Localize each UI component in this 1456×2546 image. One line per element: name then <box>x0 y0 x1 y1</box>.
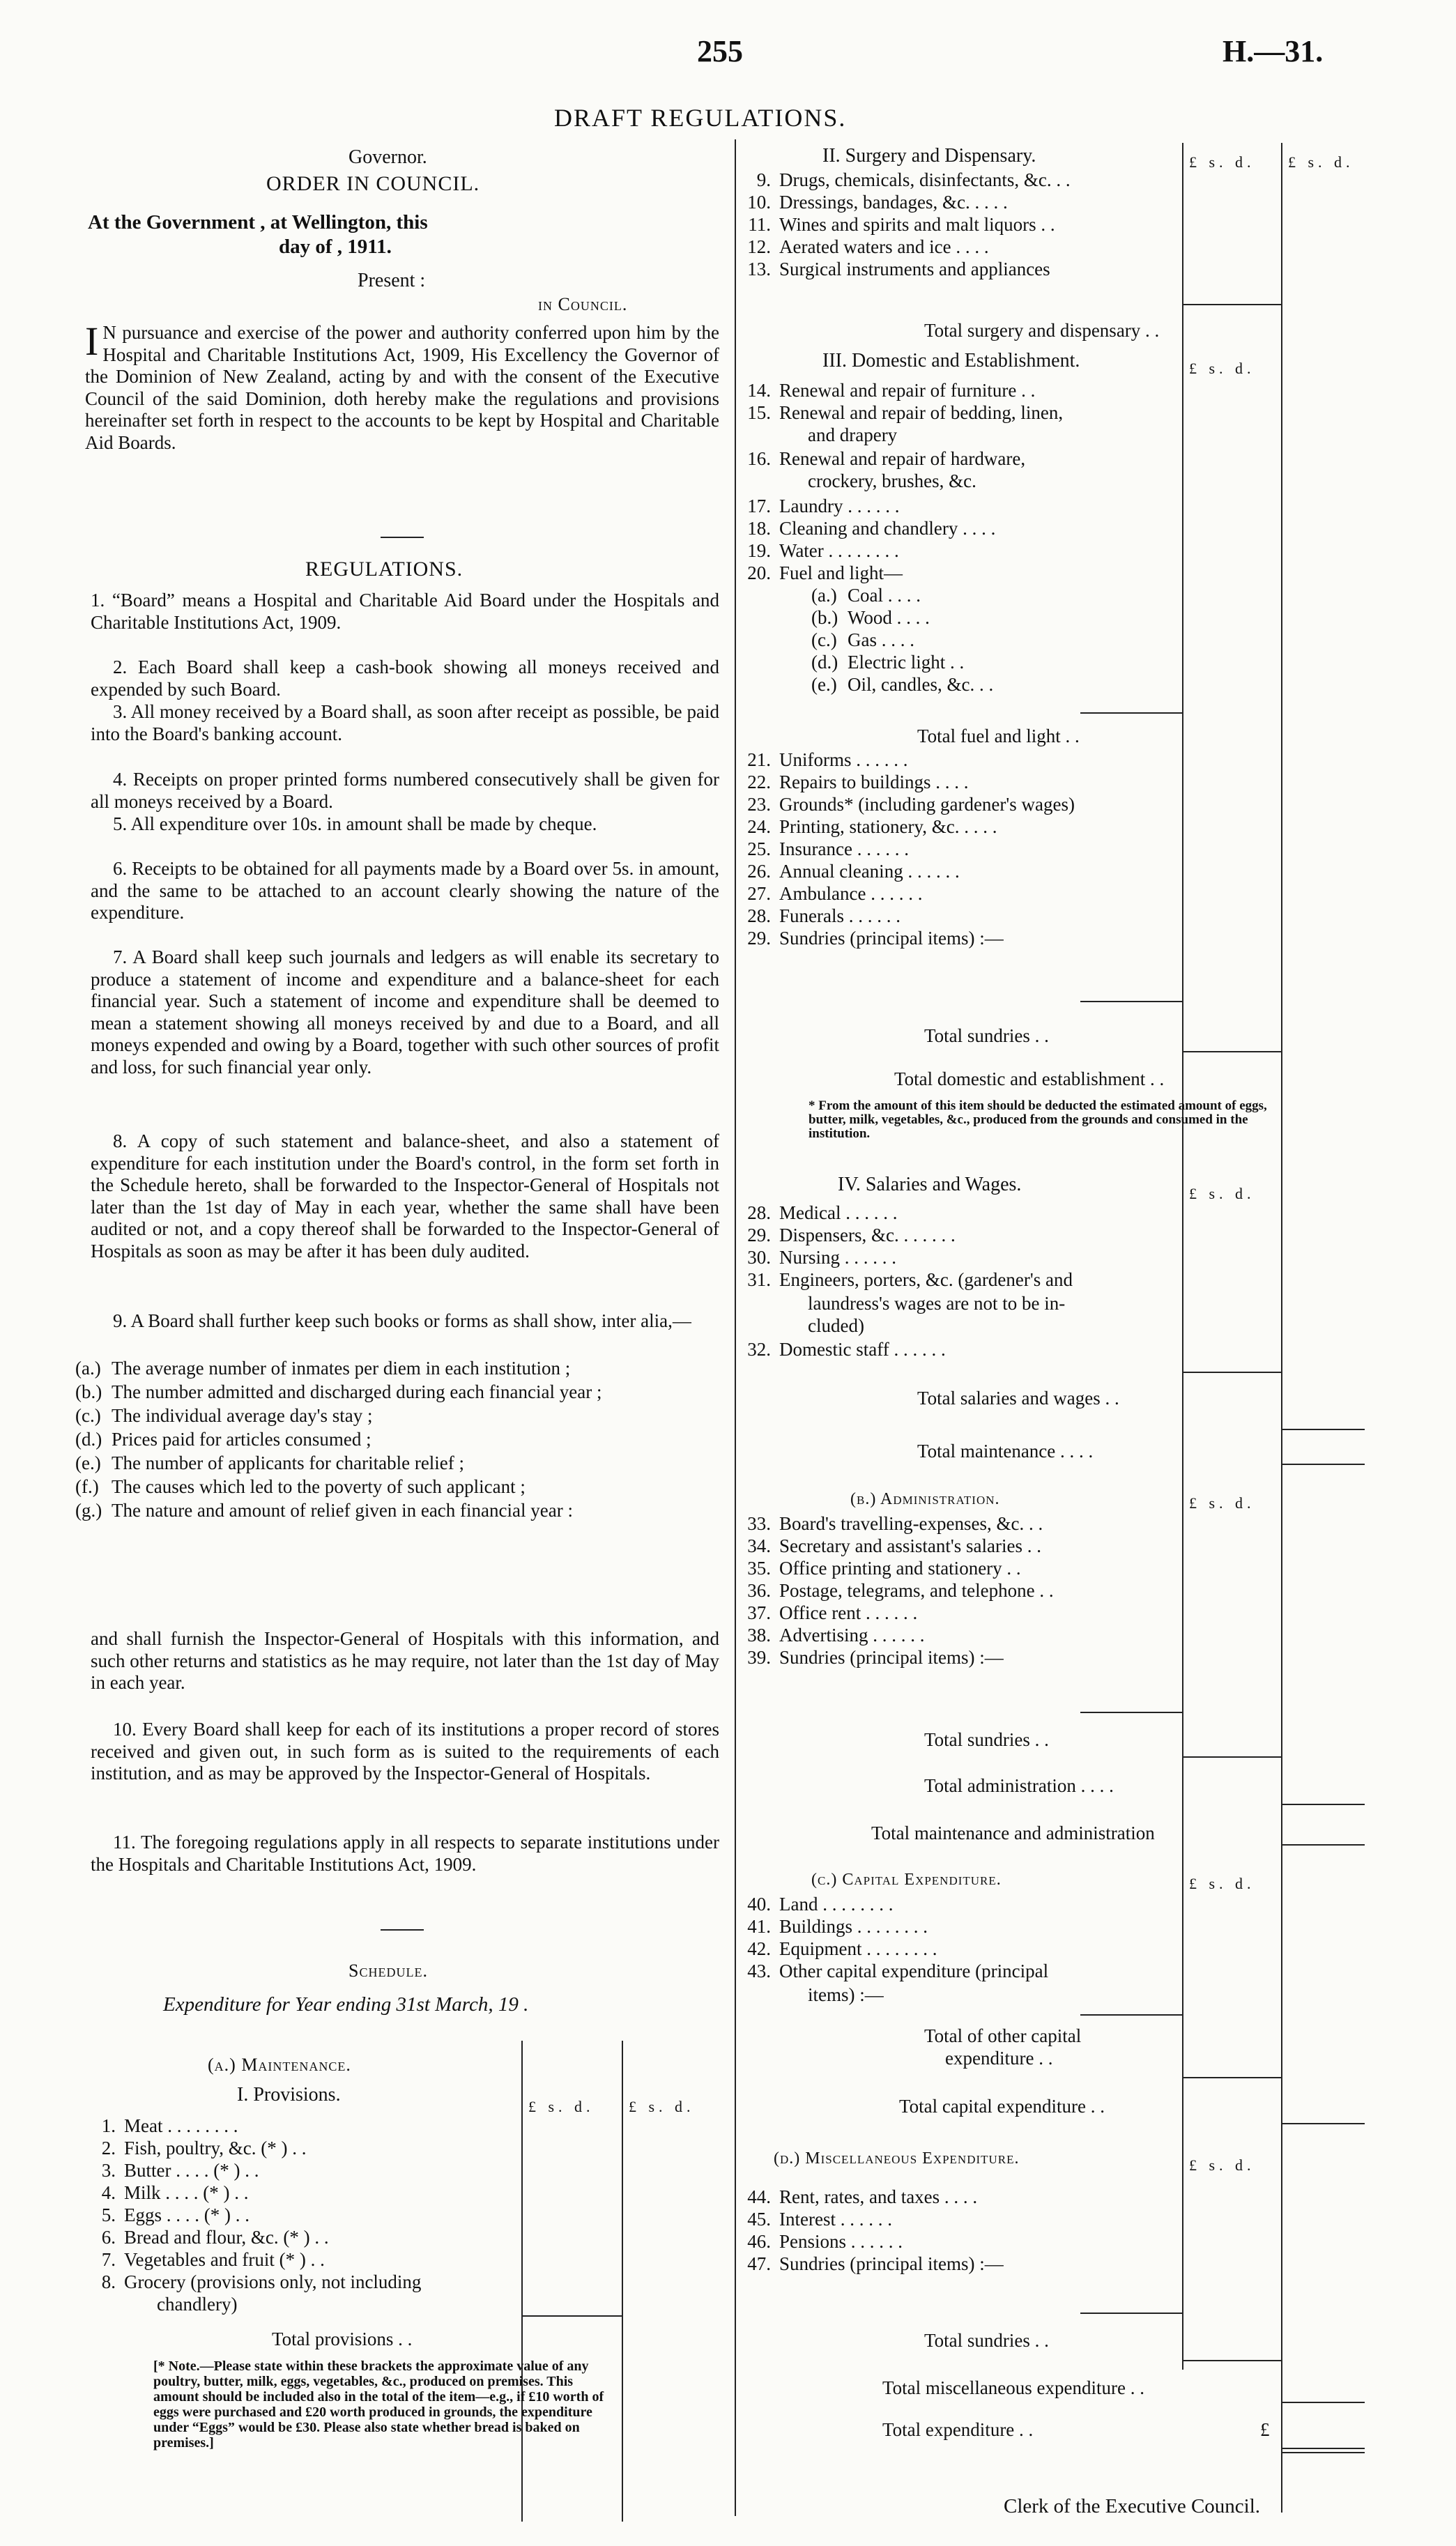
rule <box>1281 2402 1365 2403</box>
total-administration: Total administration . . . . <box>924 1775 1114 1796</box>
provisions-item <box>82 2181 421 2204</box>
salaries-item-31-cont2: cluded) <box>808 1315 864 1336</box>
page-title: DRAFT REGULATIONS. <box>554 104 847 132</box>
rule <box>1281 1429 1365 1430</box>
item-label: Butter . . . . (* ) . . <box>124 2160 259 2181</box>
item-number: 5. <box>101 2204 116 2225</box>
administration-item <box>737 1602 1054 1624</box>
item-number: (b.) <box>811 607 838 628</box>
item-label: Eggs . . . . (* ) . . <box>124 2204 250 2225</box>
regulation-8: 8. A copy of such statement and balance-sheet, and also a statement of expenditure for each institution under the Board's control, in the form set forth in the Schedule hereto, shall be forwarded to the Inspector-General of Hospitals not later than the 1st day of May in each year, whether the same shall have been audited or not, and a copy thereof shall be forwarded to the Inspector-General of Hospitals as soon as may be after it has been duly audited. <box>91 1130 719 1262</box>
regulation-5: 5. All expenditure over 10s. in amount shall be made by cheque. <box>113 813 597 834</box>
item-label: Cleaning and chandlery . . . . <box>779 518 996 539</box>
domestic-item <box>737 860 1075 882</box>
item-label: Sundries (principal items) :— <box>779 2253 1004 2274</box>
surgery-list <box>737 169 1071 280</box>
rule <box>1080 1001 1182 1002</box>
capital-item-43-cont: items) :— <box>808 1984 884 2005</box>
item-number: 28. <box>747 905 771 926</box>
item-number: (a.) <box>811 585 837 606</box>
regulation-9-item <box>75 1358 756 1379</box>
total-other-capital-1: Total of other capital <box>924 2025 1082 2046</box>
total-sundries-admin: Total sundries . . <box>924 1729 1049 1750</box>
item-label: Renewal and repair of bedding, linen, <box>779 402 1064 423</box>
order-present: Present : <box>358 270 426 291</box>
item-label: Wines and spirits and malt liquors . . <box>779 214 1055 235</box>
divider <box>381 1929 424 1931</box>
item-label: The average number of inmates per diem in each institution ; <box>112 1358 571 1379</box>
item-label: Land . . . . . . . . <box>779 1894 894 1915</box>
item-label: Buildings . . . . . . . . <box>779 1916 928 1937</box>
capital-item <box>737 1938 1048 1960</box>
provisions-note: [* Note.—Please state within these brackets the approximate value of any poultry, butter, milk, eggs, vegetables, &c., produced on premises. This amount should be included also in the total of the item—e.g., if £10 worth of eggs were purchased and £20 worth produced in grounds, the expenditure under “Eggs” would be £30. Please also state whether bread is baked on premises.] <box>153 2359 604 2451</box>
regulation-9-item <box>75 1429 756 1450</box>
item-label: Dispensers, &c. . . . . . . <box>779 1225 956 1245</box>
item-label: Rent, rates, and taxes . . . . <box>779 2186 978 2207</box>
item-label: Pensions . . . . . . <box>779 2231 903 2252</box>
item-number: 35. <box>747 1558 771 1579</box>
item-label: Office rent . . . . . . <box>779 1602 918 1623</box>
item-number: (c.) <box>75 1405 101 1426</box>
rule <box>1182 1372 1281 1373</box>
item-number: 36. <box>747 1580 771 1601</box>
administration-item <box>737 1557 1054 1579</box>
item-number: 18. <box>747 518 771 539</box>
item-number: 4. <box>101 2182 116 2203</box>
provisions-item <box>82 2226 421 2248</box>
item-label: Electric light . . <box>848 652 965 673</box>
item-label: Water . . . . . . . . <box>779 540 899 561</box>
item-label: Annual cleaning . . . . . . <box>779 861 960 882</box>
provisions-item <box>82 2115 421 2137</box>
domestic-item-16-cont: crockery, brushes, &c. <box>808 470 976 491</box>
total-maintenance-administration: Total maintenance and administration <box>871 1823 1155 1843</box>
item-number: 30. <box>747 1247 771 1268</box>
item-number: 24. <box>747 816 771 837</box>
domestic-item <box>737 749 1075 771</box>
surgery-item <box>737 191 1071 213</box>
item-number: (b.) <box>75 1381 102 1402</box>
item-label: Funerals . . . . . . <box>779 905 901 926</box>
domestic-item-16 <box>737 447 1025 470</box>
item-label: Grounds* (including gardener's wages) <box>779 794 1075 815</box>
item-label: Renewal and repair of hardware, <box>779 448 1026 469</box>
rule <box>1182 304 1281 305</box>
item-number: 40. <box>747 1894 771 1915</box>
item-number: 1. <box>101 2115 116 2136</box>
surgery-heading: II. Surgery and Dispensary. <box>822 145 1036 167</box>
provisions-item <box>82 2137 421 2159</box>
item-label: Meat . . . . . . . . <box>124 2115 238 2136</box>
salaries-item <box>737 1246 1073 1268</box>
item-label: Oil, candles, &c. . . <box>848 674 994 695</box>
domestic-item-15-cont: and drapery <box>808 424 898 445</box>
regulation-9: 9. A Board shall further keep such books or forms as shall show, inter alia,— <box>113 1310 691 1331</box>
item-label: Other capital expenditure (principal <box>779 1961 1049 1981</box>
item-number: 26. <box>747 861 771 882</box>
item-number: 34. <box>747 1535 771 1556</box>
column-rule <box>1182 2147 1183 2370</box>
rule <box>1182 2077 1281 2078</box>
order-in-council-title: ORDER IN COUNCIL. <box>266 172 480 195</box>
salaries-item <box>737 1202 1073 1224</box>
item-number: 8. <box>101 2271 116 2292</box>
item-label: Interest . . . . . . <box>779 2209 892 2230</box>
capital-item <box>737 1915 1048 1938</box>
item-label: Sundries (principal items) :— <box>779 1647 1004 1668</box>
item-label: Repairs to buildings . . . . <box>779 772 969 792</box>
salaries-item-32 <box>737 1338 946 1360</box>
item-number: 10. <box>747 192 771 213</box>
item-label: Nursing . . . . . . <box>779 1247 896 1268</box>
total-salaries: Total salaries and wages . . <box>917 1388 1119 1409</box>
total-misc: Total miscellaneous expenditure . . <box>882 2377 1144 2398</box>
item-label: Domestic staff . . . . . . <box>779 1339 946 1360</box>
item-number: 6. <box>101 2227 116 2248</box>
regulations-heading: REGULATIONS. <box>305 558 463 581</box>
item-label: Printing, stationery, &c. . . . . <box>779 816 997 837</box>
order-date-line: day of , 1911. <box>279 236 392 258</box>
item-label: Drugs, chemicals, disinfectants, &c. . . <box>779 169 1071 190</box>
domestic-item <box>737 815 1075 838</box>
total-domestic: Total domestic and establishment . . <box>894 1068 1165 1089</box>
item-label: Dressings, bandages, &c. . . . . <box>779 192 1008 213</box>
item-number: 33. <box>747 1513 771 1534</box>
item-number: 31. <box>747 1269 771 1290</box>
domestic-list <box>737 495 995 584</box>
domestic-list <box>737 749 1075 949</box>
item-label: Fuel and light— <box>779 562 903 583</box>
regulation-11: 11. The foregoing regulations apply in all respects to separate institutions under the Hospitals and Charitable Institutions Act, 1909. <box>91 1832 719 1875</box>
rule <box>1182 2360 1281 2361</box>
order-place-line: At the Government , at Wellington, this <box>88 211 428 233</box>
item-number: 12. <box>747 236 771 257</box>
clerk-signature-line: Clerk of the Executive Council. <box>1004 2495 1261 2517</box>
surgery-item <box>737 236 1071 258</box>
pound-sign: £ <box>1260 2419 1270 2440</box>
item-label: Gas . . . . <box>848 629 914 650</box>
item-number: 29. <box>747 928 771 949</box>
domestic-item <box>737 905 1075 927</box>
rule <box>1080 2014 1182 2016</box>
item-number: 7. <box>101 2249 116 2270</box>
misc-heading: (d.) Miscellaneous Expenditure. <box>774 2149 1020 2168</box>
misc-item <box>737 2230 1004 2253</box>
domestic-list <box>737 379 1063 424</box>
salaries-item <box>737 1224 1073 1246</box>
misc-item <box>737 2208 1004 2230</box>
item-label: Medical . . . . . . <box>779 1202 898 1223</box>
item-label: Vegetables and fruit (* ) . . <box>124 2249 325 2270</box>
domestic-item <box>737 517 995 539</box>
item-number: (e.) <box>811 674 837 695</box>
domestic-item <box>737 379 1063 401</box>
item-number: (f.) <box>75 1476 99 1497</box>
administration-item <box>737 1579 1054 1602</box>
item-label: Equipment . . . . . . . . <box>779 1938 937 1959</box>
item-number: 13. <box>747 259 771 279</box>
item-label: The number of applicants for charitable relief ; <box>112 1452 465 1473</box>
item-number: 9. <box>756 169 771 190</box>
domestic-item <box>737 793 1075 815</box>
provisions-item <box>82 2271 421 2293</box>
provisions-item <box>82 2204 421 2226</box>
item-number: (c.) <box>811 629 837 650</box>
item-number: 44. <box>747 2186 771 2207</box>
item-number: 32. <box>747 1339 771 1360</box>
item-number: 23. <box>747 794 771 815</box>
domestic-item <box>737 401 1063 424</box>
rule <box>1281 1464 1365 1465</box>
domestic-item <box>737 838 1075 860</box>
column-rule <box>1182 143 1183 2206</box>
rule <box>1182 1756 1281 1758</box>
item-number: 19. <box>747 540 771 561</box>
item-number: 47. <box>747 2253 771 2274</box>
item-number: 38. <box>747 1625 771 1646</box>
item-label: Coal . . . . <box>848 585 921 606</box>
item-label: Sundries (principal items) :— <box>779 928 1004 949</box>
rule <box>1080 1712 1182 1713</box>
administration-heading: (b.) Administration. <box>850 1490 1000 1508</box>
surgery-item <box>737 213 1071 236</box>
regulation-10: 10. Every Board shall keep for each of its institutions a proper record of stores received and given out, in such form as is suited to the requirements of each institution, and as may be approved by the Inspector-General of Hospitals. <box>91 1719 719 1784</box>
item-number: (d.) <box>75 1429 102 1450</box>
administration-lsd-header: £ s. d. <box>1189 1494 1255 1512</box>
maintenance-heading: (a.) Maintenance. <box>208 2055 351 2075</box>
salaries-item <box>737 1268 1073 1291</box>
capital-lsd-header: £ s. d. <box>1189 1875 1255 1892</box>
administration-item <box>737 1646 1054 1669</box>
salaries-item-31-cont1: laundress's wages are not to be in- <box>808 1293 1066 1314</box>
item-label: Board's travelling-expenses, &c. . . <box>779 1513 1043 1534</box>
item-label: Prices paid for articles consumed ; <box>112 1429 371 1450</box>
regulation-6: 6. Receipts to be obtained for all payments made by a Board over 5s. in amount, and the same to be attached to an account clearly showing the nature of the expenditure. <box>91 858 719 923</box>
total-sundries-misc: Total sundries . . <box>924 2330 1049 2351</box>
item-number: 29. <box>747 1225 771 1245</box>
total-maintenance: Total maintenance . . . . <box>917 1441 1094 1462</box>
schedule-subtitle: Expenditure for Year ending 31st March, 19 . <box>163 1993 529 2016</box>
item-label: Secretary and assistant's salaries . . <box>779 1535 1041 1556</box>
regulation-9-items <box>75 1358 719 1524</box>
salaries-heading: IV. Salaries and Wages. <box>838 1174 1022 1195</box>
misc-list <box>737 2186 1004 2275</box>
administration-item <box>737 1624 1054 1646</box>
regulation-3: 3. All money received by a Board shall, as soon after receipt as possible, be paid into the Board's banking account. <box>91 701 719 744</box>
item-number: (g.) <box>75 1500 102 1521</box>
item-label: Uniforms . . . . . . <box>779 749 908 770</box>
item-number: 14. <box>747 380 771 401</box>
regulation-7: 7. A Board shall keep such journals and ledgers as will enable its secretary to produce a statement of income and expenditure and a balance-sheet for each financial year. Such a statement of income and expenditure shall be deemed to mean a statement showing all moneys received by and due to a Board, and all moneys expended and owing by a Board, together with such other sources of profit and loss, for such financial year only. <box>91 946 719 1078</box>
regulation-9-item <box>75 1405 756 1427</box>
domestic-heading: III. Domestic and Establishment. <box>822 350 1080 371</box>
total-expenditure: Total expenditure . . <box>882 2419 1034 2440</box>
capital-item <box>737 1893 1048 1915</box>
item-label: Insurance . . . . . . <box>779 838 909 859</box>
fuel-item <box>737 673 993 696</box>
regulation-9-item <box>75 1476 756 1498</box>
item-number: 15. <box>747 402 771 423</box>
item-label: Laundry . . . . . . <box>779 496 900 516</box>
rule <box>1281 2448 1365 2449</box>
provisions-list <box>82 2115 421 2293</box>
regulation-9-tail: and shall furnish the Inspector-General of Hospitals with this information, and such other returns and statistics as he may require, not later than the 1st day of May in each year. <box>91 1628 719 1693</box>
order-in-council: in Council. <box>538 294 628 314</box>
domestic-item <box>737 927 1075 949</box>
schedule-heading: Schedule. <box>348 1961 428 1981</box>
item-number: 16. <box>747 448 771 469</box>
item-label: The nature and amount of relief given in each financial year : <box>112 1500 573 1521</box>
item-number: 46. <box>747 2231 771 2252</box>
administration-list <box>737 1512 1054 1669</box>
item-label: Milk . . . . (* ) . . <box>124 2182 249 2203</box>
rule <box>1281 1804 1365 1805</box>
surgery-item <box>737 258 1071 280</box>
domestic-item <box>737 882 1075 905</box>
regulation-9-item <box>75 1500 756 1521</box>
column-rule <box>622 2041 623 2522</box>
rule <box>521 2315 622 2317</box>
domestic-item <box>737 539 995 562</box>
fuel-item <box>737 651 993 673</box>
item-number: 25. <box>747 838 771 859</box>
item-label: The individual average day's stay ; <box>112 1405 373 1426</box>
grand-lsd-header: £ s. d. <box>1288 153 1354 171</box>
administration-item <box>737 1535 1054 1557</box>
item-number: 20. <box>747 562 771 583</box>
item-number: 45. <box>747 2209 771 2230</box>
fuel-item <box>737 606 993 629</box>
rule <box>1281 2123 1365 2124</box>
fuel-list <box>737 584 993 696</box>
item-number: (d.) <box>811 652 838 673</box>
item-label: Renewal and repair of furniture . . <box>779 380 1036 401</box>
item-number: (a.) <box>75 1358 101 1379</box>
rule <box>1080 712 1182 714</box>
governor-label: Governor. <box>348 146 427 168</box>
item-number: 39. <box>747 1647 771 1668</box>
surgery-lsd-header: £ s. d. <box>1189 153 1255 171</box>
column-separator <box>735 139 736 2516</box>
capital-heading: (c.) Capital Expenditure. <box>811 1871 1002 1889</box>
fuel-item <box>737 584 993 606</box>
item-label: Fish, poultry, &c. (* ) . . <box>124 2138 307 2158</box>
item-number: 17. <box>747 496 771 516</box>
rule <box>1281 1844 1365 1846</box>
item-label: Bread and flour, &c. (* ) . . <box>124 2227 329 2248</box>
item-number: 27. <box>747 883 771 904</box>
rule <box>1080 2313 1182 2314</box>
capital-list <box>737 1893 1048 1982</box>
surgery-item <box>737 169 1071 191</box>
provisions-item <box>82 2248 421 2271</box>
salaries-list <box>737 1202 1073 1291</box>
item-label: Office printing and stationery . . <box>779 1558 1021 1579</box>
misc-lsd-header: £ s. d. <box>1189 2156 1255 2174</box>
total-capital: Total capital expenditure . . <box>899 2096 1105 2117</box>
item-number: 43. <box>747 1961 771 1981</box>
misc-item <box>737 2253 1004 2275</box>
order-preamble <box>85 319 719 454</box>
item-number: 37. <box>747 1602 771 1623</box>
provisions-lsd-header: £ s. d. <box>528 2098 595 2115</box>
item-label: Advertising . . . . . . <box>779 1625 925 1646</box>
column-rule <box>1281 143 1282 2513</box>
total-sundries-domestic: Total sundries . . <box>924 1025 1049 1046</box>
preamble-text: N pursuance and exercise of the power and authority conferred upon him by the Hospital and Charitable Institutions Act, 1909, His Excellency the Governor of the Dominion of New Zealand, acting by and with the consent of the Executive Council of the said Dominion, doth hereby make the regulations and provisions hereinafter set forth in respect to the accounts to be kept by Hospital and Charitable Aid Boards. <box>85 322 719 453</box>
regulation-9-item <box>75 1452 756 1474</box>
regulation-2: 2. Each Board shall keep a cash-book showing all moneys received and expended by such Board. <box>91 657 719 700</box>
item-label: Postage, telegrams, and telephone . . <box>779 1580 1054 1601</box>
item-number: 11. <box>748 214 771 235</box>
item-number: 42. <box>747 1938 771 1959</box>
document-reference: H.—31. <box>1223 34 1324 68</box>
provisions-item-8-cont: chandlery) <box>157 2294 238 2315</box>
item-number: 3. <box>101 2160 116 2181</box>
provisions-item <box>82 2159 421 2181</box>
fuel-item <box>737 629 993 651</box>
item-label: Grocery (provisions only, not including <box>124 2271 422 2292</box>
regulation-1: 1. “Board” means a Hospital and Charitable Aid Board under the Hospitals and Charitable Institutions Act, 1909. <box>91 590 719 633</box>
domestic-item <box>737 495 995 517</box>
salaries-lsd-header: £ s. d. <box>1189 1185 1255 1202</box>
item-label: Aerated waters and ice . . . . <box>779 236 989 257</box>
item-label: Ambulance . . . . . . <box>779 883 923 904</box>
item-number: 21. <box>747 749 771 770</box>
capital-item <box>737 1960 1048 1982</box>
total-other-capital-2: expenditure . . <box>945 2048 1053 2069</box>
item-label: The causes which led to the poverty of such applicant ; <box>112 1476 526 1497</box>
item-number: 41. <box>747 1916 771 1937</box>
item-number: 22. <box>747 772 771 792</box>
item-number: 2. <box>101 2138 116 2158</box>
regulation-9-item <box>75 1381 756 1403</box>
rule <box>1182 1051 1281 1052</box>
item-label: Wood . . . . <box>848 607 930 628</box>
rule <box>1281 2452 1365 2453</box>
grounds-note: * From the amount of this item should be deducted the estimated amount of eggs, butter, milk, vegetables, &c., produced from the grounds and consumed in the institution. <box>809 1098 1267 1141</box>
administration-item <box>737 1512 1054 1535</box>
item-number: (e.) <box>75 1452 101 1473</box>
preamble-drop-cap: I <box>85 319 99 364</box>
divider <box>381 537 424 538</box>
total-fuel: Total fuel and light . . <box>917 726 1080 746</box>
total-surgery: Total surgery and dispensary . . <box>924 320 1160 341</box>
domestic-item <box>737 771 1075 793</box>
provisions-heading: I. Provisions. <box>237 2084 341 2106</box>
regulation-4: 4. Receipts on proper printed forms numbered consecutively shall be given for all moneys received by a Board. <box>91 769 719 812</box>
domestic-item <box>737 562 995 584</box>
domestic-lsd-header: £ s. d. <box>1189 360 1255 377</box>
misc-item <box>737 2186 1004 2208</box>
item-label: The number admitted and discharged during each financial year ; <box>112 1381 602 1402</box>
total-provisions: Total provisions . . <box>272 2329 413 2349</box>
item-label: Engineers, porters, &c. (gardener's and <box>779 1269 1073 1290</box>
provisions-total-lsd-header: £ s. d. <box>629 2098 695 2115</box>
page-number: 255 <box>697 34 743 68</box>
item-number: 28. <box>747 1202 771 1223</box>
item-label: Surgical instruments and appliances <box>779 259 1050 279</box>
